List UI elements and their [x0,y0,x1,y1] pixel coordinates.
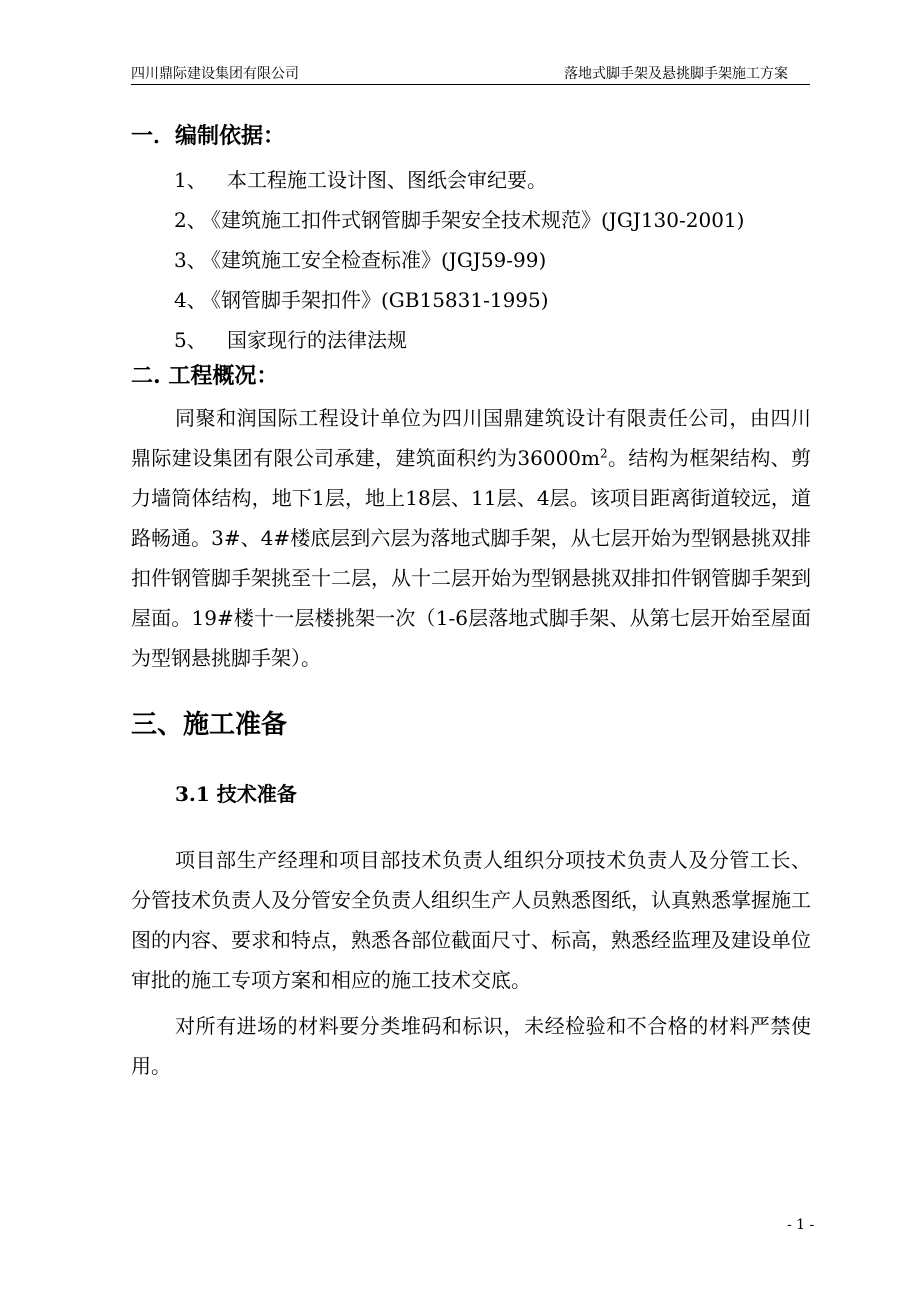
basis-item [131,160,811,200]
subsection-heading: 3.1 技术准备 [175,782,297,806]
basis-item-text: 本工程施工设计图、图纸会审纪要。 [227,168,547,192]
header-company: 四川鼎际建设集团有限公司 [131,66,299,82]
basis-item-number: 3、 [174,248,207,272]
page-number: - 1 - [787,1217,815,1233]
basis-item-number: 5、 [174,328,207,352]
basis-item-number: 1、 [174,168,207,192]
basis-item-text: 《建筑施工扣件式钢管脚手架安全技术规范》(JGJ130-2001) [201,208,745,232]
section1-heading: 一．编制依据： [131,123,286,149]
basis-item [131,200,811,240]
basis-item-text: 《建筑施工安全检查标准》(JGJ59-99) [201,248,547,272]
header-document-title: 落地式脚手架及悬挑脚手架施工方案 [564,66,788,82]
basis-item-text: 国家现行的法律法规 [227,328,407,352]
basis-item [131,280,811,320]
basis-item [131,240,811,280]
overview-text-part1: 同聚和润国际工程设计单位为四川国鼎建筑设计有限责任公司，由四川鼎际建设集团有限公司承建，建筑面积约为36000m [131,406,811,470]
technical-prep-paragraph: 项目部生产经理和项目部技术负责人组织分项技术负责人及分管工长、分管技术负责人及分管安全负责人组织生产人员熟悉图纸，认真熟悉掌握施工图的内容、要求和特点，熟悉各部位截面尺寸、标高，熟悉经监理及建设单位审批的施工专项方案和相应的施工技术交底。 [131,848,811,992]
materials-paragraph: 对所有进场的材料要分类堆码和标识，未经检验和不合格的材料严禁使用。 [131,1014,811,1078]
section3-heading: 三、施工准备 [131,710,288,740]
basis-item-text: 《钢管脚手架扣件》(GB15831-1995) [201,288,549,312]
page-header [131,64,810,85]
section2-heading: 二. 工程概况： [131,363,279,389]
overview-text-part2: 。结构为框架结构、剪力墙筒体结构，地下1层，地上18层、11层、4层。该项目距离街道较远，道路畅通。3#、4#楼底层到六层为落地式脚手架，从七层开始为型钢悬挑双排扣件钢管脚手架挑至十二层，从十二层开始为型钢悬挑双排扣件钢管脚手架到屋面。19#楼十一层楼挑架一次（1-6层落地式脚手架、从第七层开始至屋面为型钢悬挑脚手架）。 [131,446,812,670]
document-body [131,120,811,1086]
overview-superscript: 2 [600,446,608,461]
project-overview-paragraph [131,398,811,678]
basis-item-number: 2、 [174,208,207,232]
basis-item [131,320,811,360]
basis-item-number: 4、 [174,288,207,312]
